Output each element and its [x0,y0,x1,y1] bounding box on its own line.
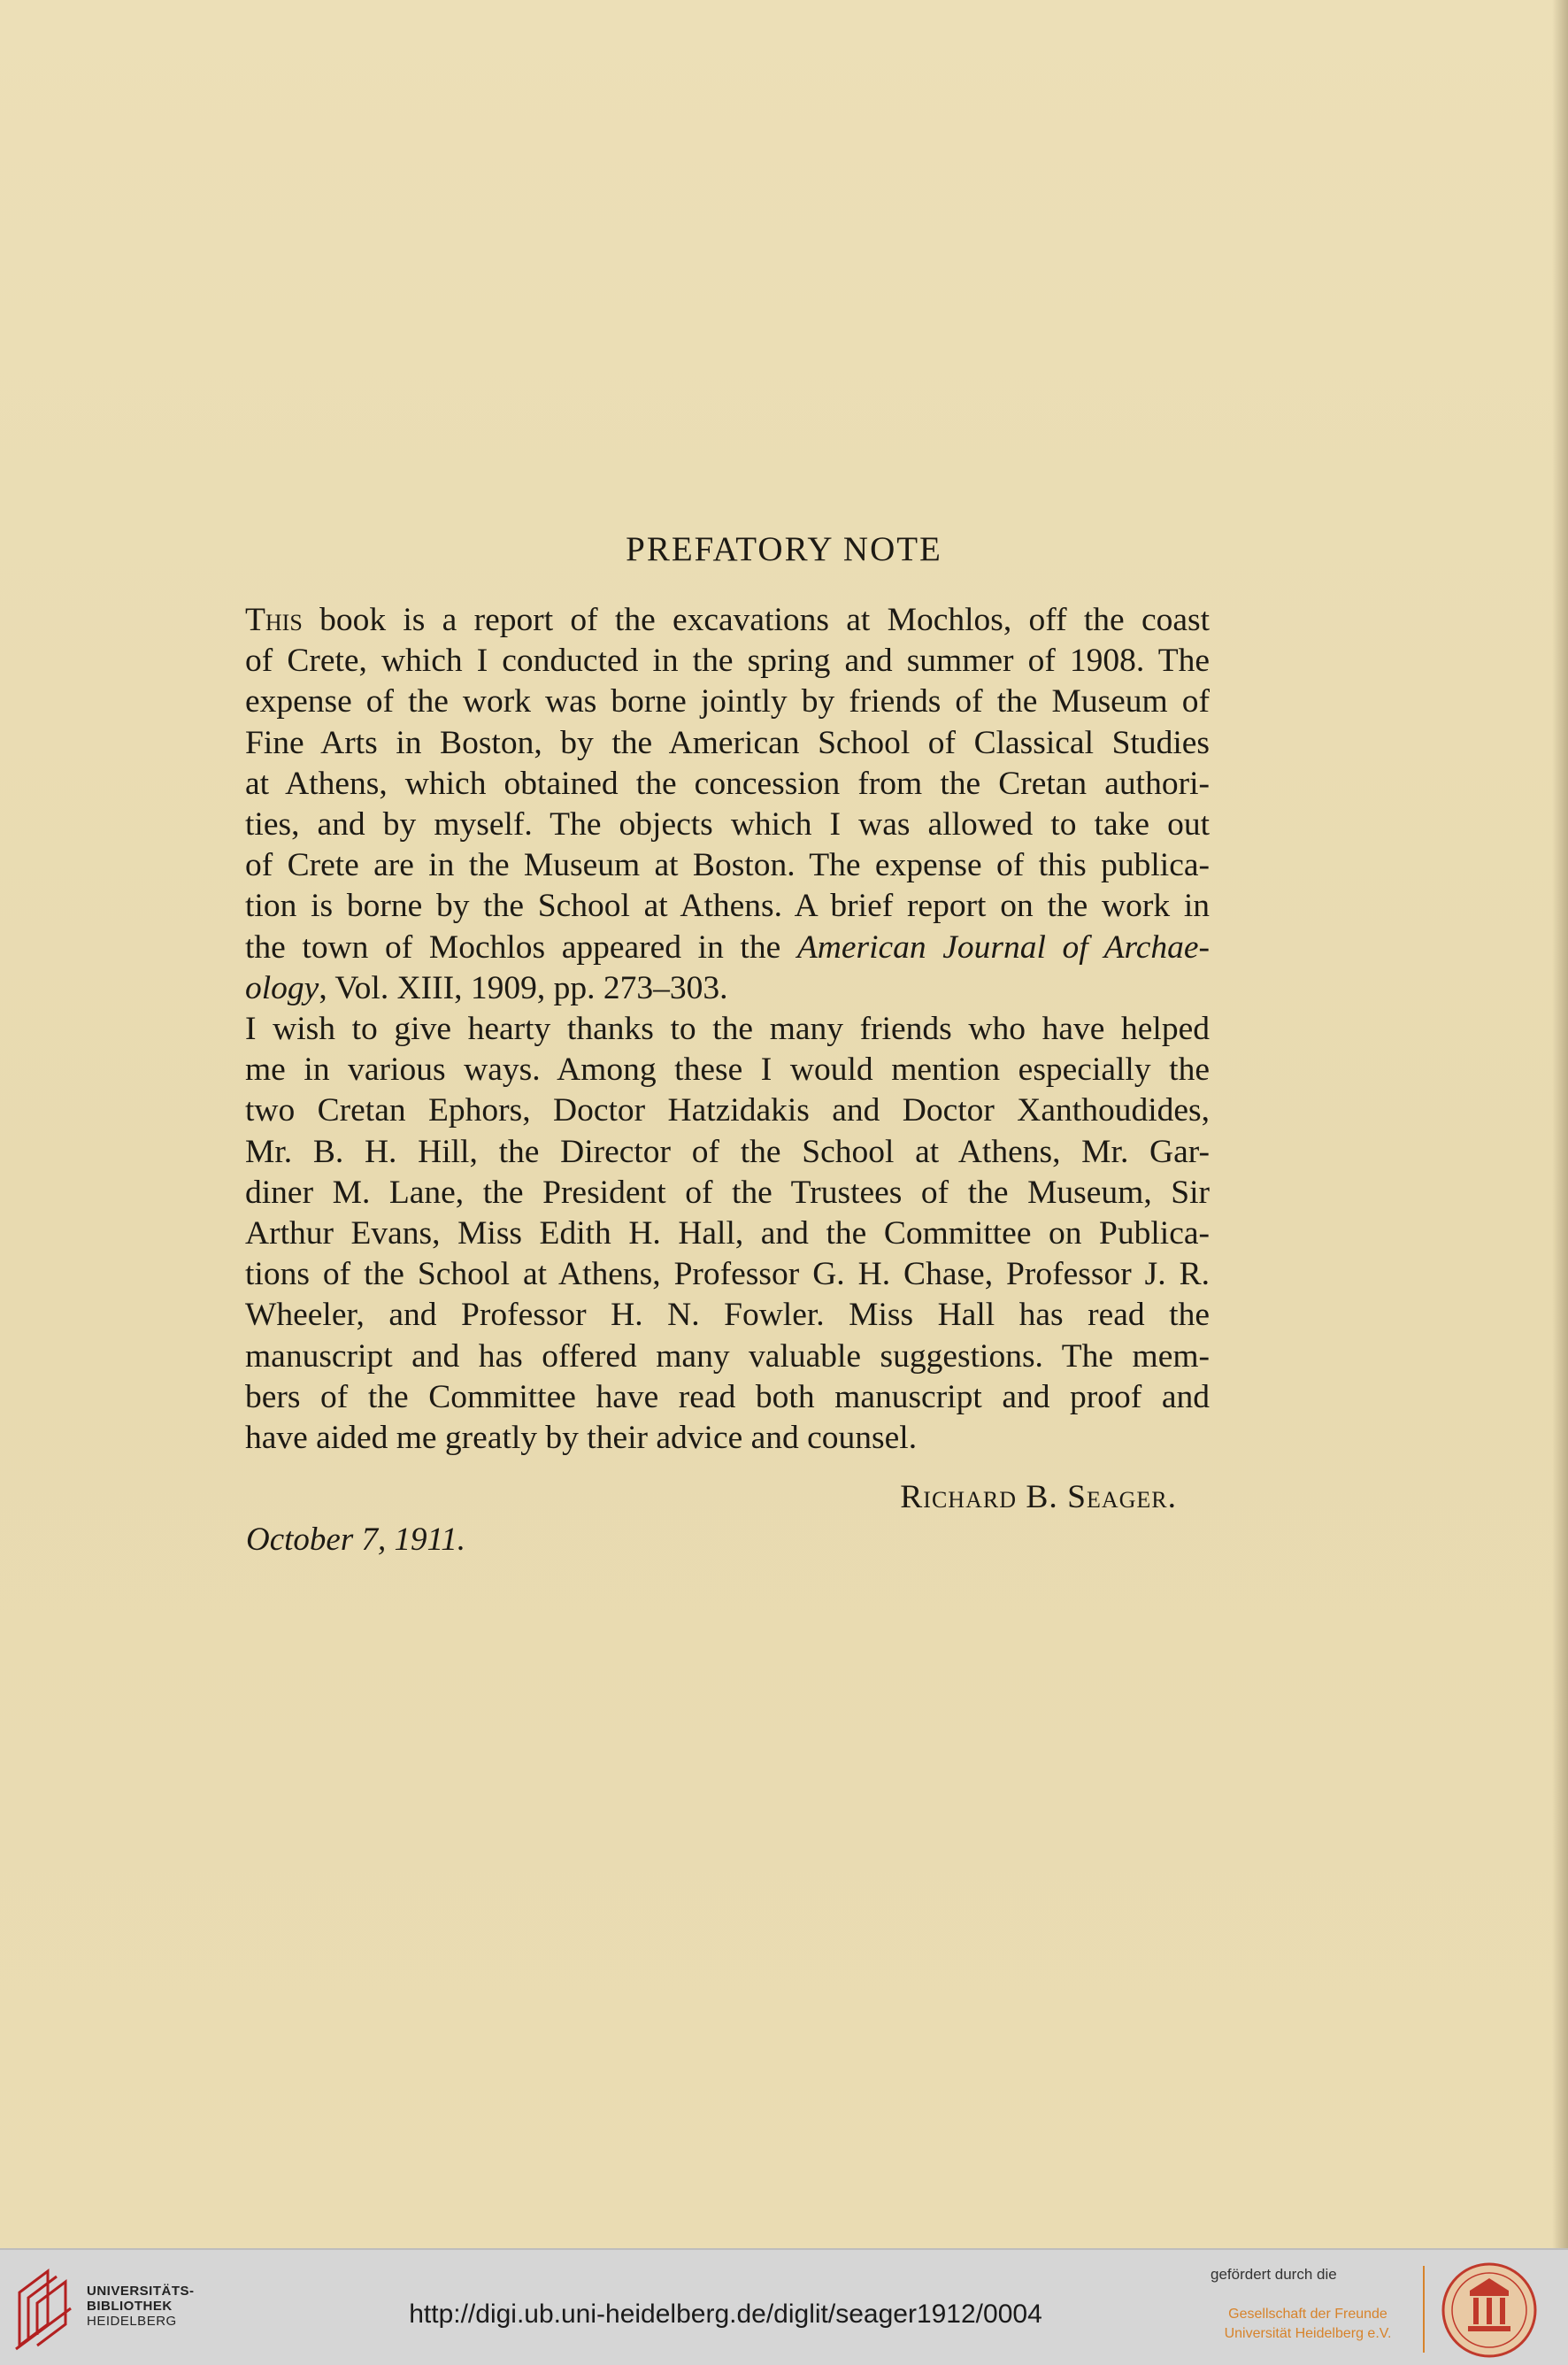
sponsor-name-line: Universität Heidelberg e.V. [1224,2326,1392,2341]
text-line [215,928,1210,968]
text-line: me in various ways. Among these I would mention especially the [245,1052,1210,1089]
text-line: at Athens, which obtained the concession from the Cretan authori- [245,765,1210,802]
paragraph-2 [215,1009,1210,1459]
text-line: Mr. B. H. Hill, the Director of the School at Athens, Mr. Gar- [245,1133,1210,1170]
university-seal-icon [1438,2261,1541,2360]
sponsor-name-line: Gesellschaft der Freunde [1228,2307,1387,2322]
footer-bar [0,2248,1568,2365]
text-span: , Vol. XIII, 1909, pp. 273–303. [319,969,728,1006]
text-line: tions of the School at Athens, Professor G. H. Chase, Professor J. R. [245,1256,1210,1293]
journal-title: American Journal of Archae- [796,928,1210,966]
text-line: Arthur Evans, Miss Edith H. Hall, and the Committee on Publica- [245,1215,1210,1252]
text-line: of Crete are in the Museum at Boston. The expense of this publica- [245,847,1210,884]
text-line: expense of the work was borne jointly by friends of the Museum of [245,683,1210,720]
text-span: the town of Mochlos appeared in the [245,928,797,966]
date-line: October 7, 1911. [246,1521,465,1558]
sponsor-name [1211,2305,1405,2344]
paragraph-1 [215,600,1210,1009]
text-line: manuscript and has offered many valuable suggestions. The mem- [245,1337,1210,1375]
body-text [215,600,1210,1459]
text-line [215,968,1210,1009]
text-line: tion is borne by the School at Athens. A brief report on the work in [245,888,1210,925]
text-line: of Crete, which I conducted in the spring and summer of 1908. The [245,643,1210,680]
journal-title-cont: ology [245,969,319,1006]
text-line: ties, and by myself. The objects which I was allowed to take out [245,806,1210,844]
library-name-line: BIBLIOTHEK [87,2299,173,2314]
text-line: two Cretan Ephors, Doctor Hatzidakis and Doctor Xanthoudides, [245,1092,1210,1129]
sponsor-label: gefördert durch die [1211,2266,1337,2283]
text-line: I wish to give hearty thanks to the many friends who have helped [245,1011,1210,1048]
page-title: PREFATORY NOTE [626,530,942,568]
footer-divider [1423,2266,1425,2353]
text-line: bers of the Committee have read both manuscript and proof and [245,1378,1210,1415]
text-line: diner M. Lane, the President of the Trustees of the Museum, Sir [245,1174,1210,1211]
text-line: Wheeler, and Professor H. N. Fowler. Miss Hall has read the [245,1297,1210,1334]
page-edge-shadow [1552,0,1568,2248]
signature: Richard B. Seager. [900,1479,1177,1515]
text-line [215,600,1210,641]
library-name-line: UNIVERSITÄTS- [87,2284,195,2299]
lead-small-caps: This [245,602,303,638]
library-name-line: HEIDELBERG [87,2314,177,2329]
text-line: have aided me greatly by their advice and counsel. [245,1420,918,1457]
text-line: Fine Arts in Boston, by the American School of Classical Studies [245,724,1210,761]
text-span: book is a report of the excavations at Mochlos, off the coast [302,602,1210,638]
permalink-url[interactable]: http://digi.ub.uni-heidelberg.de/diglit/seager1912/0004 [409,2300,1042,2329]
